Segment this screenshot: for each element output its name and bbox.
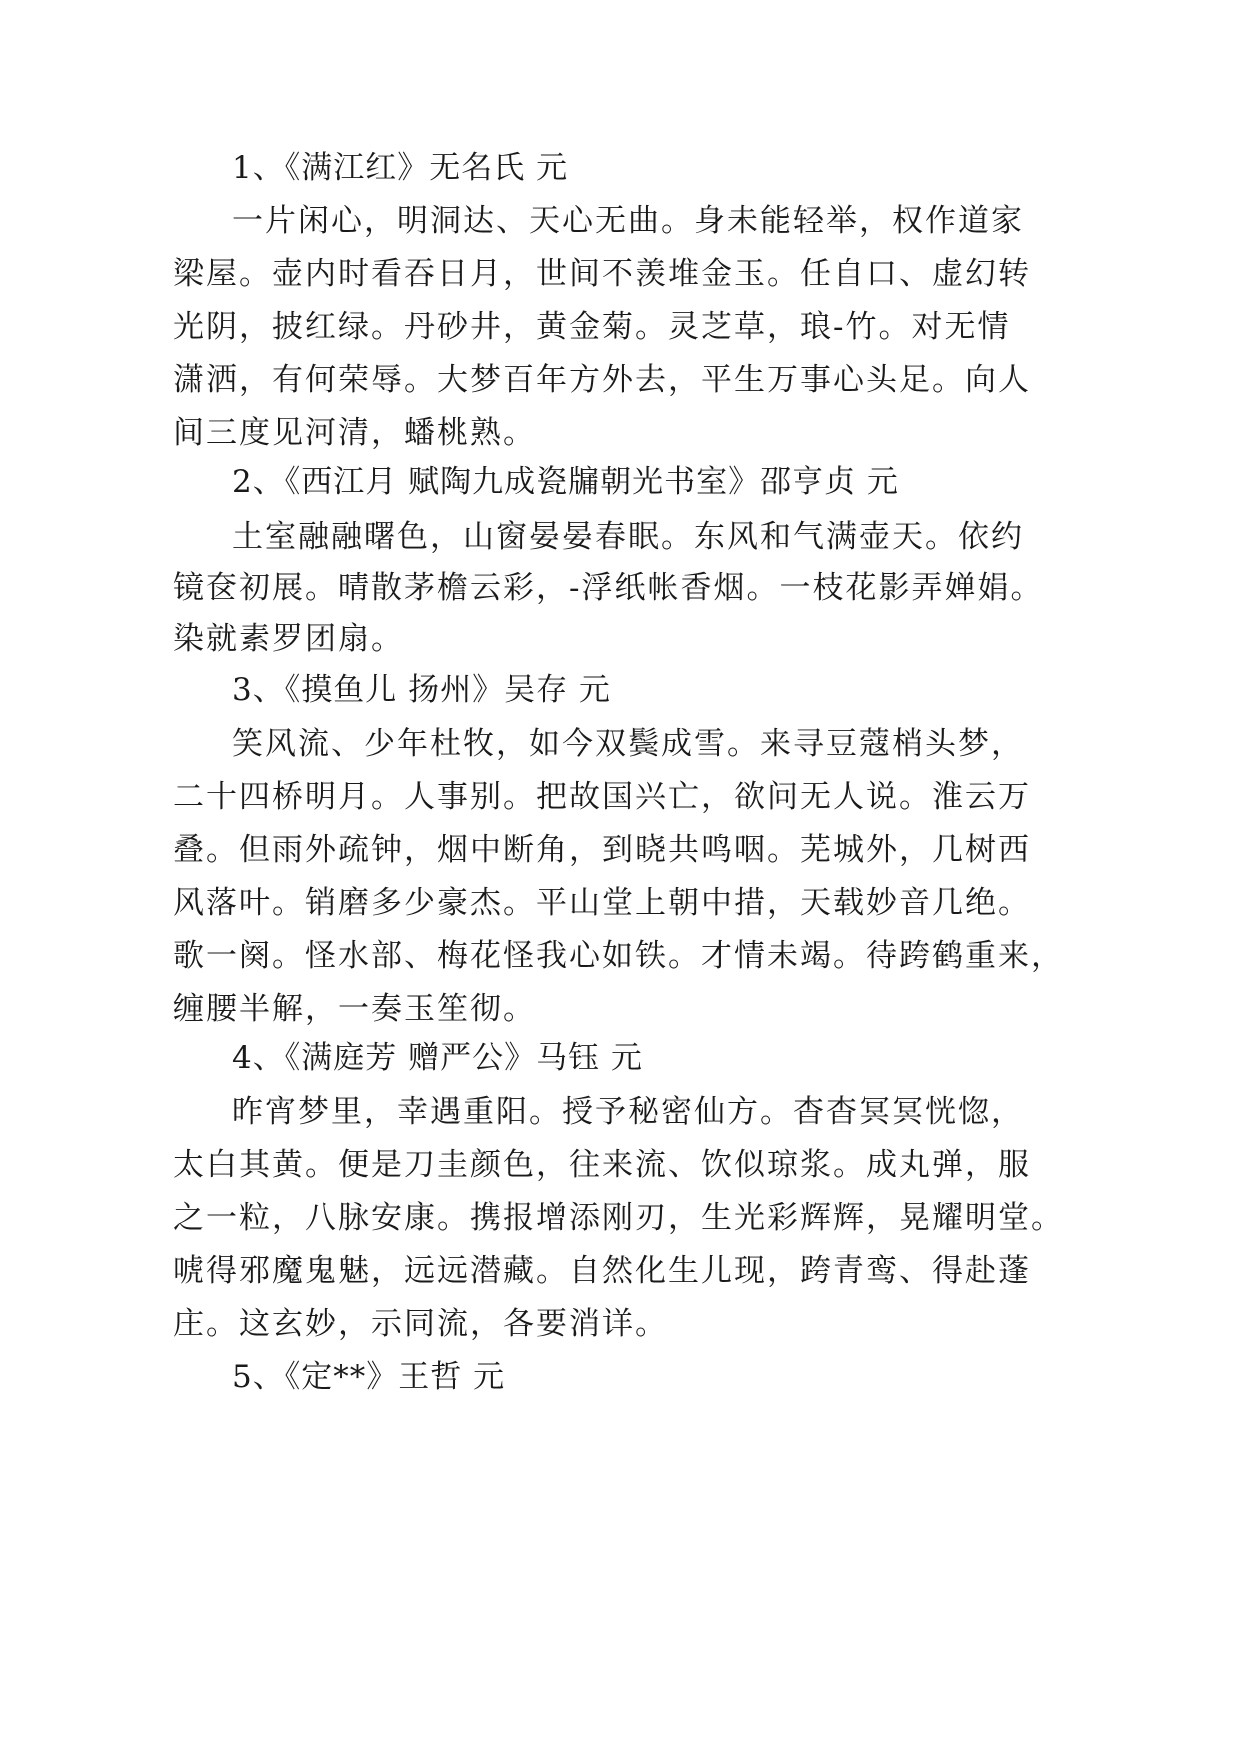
- poem-3-line-6: 缠腰半解，一奏玉笙彻。: [173, 991, 536, 1027]
- poem-2-line-1: 土室融融曙色，山窗晏晏春眠。东风和气满壶天。依约: [232, 519, 1024, 555]
- poem-3-line-4: 风落叶。销磨多少豪杰。平山堂上朝中措，天载妙音几绝。: [173, 885, 1031, 921]
- poem-1-line-2: 梁屋。壶内时看吞日月，世间不羡堆金玉。任自口、虚幻转: [173, 256, 1031, 292]
- poem-4-line-4: 唬得邪魔鬼魅，远远潜藏。自然化生儿现，跨青鸾、得赴蓬: [173, 1253, 1031, 1289]
- poem-4-line-2: 太白其黄。便是刀圭颜色，往来流、饮似琼浆。成丸弹，服: [173, 1147, 1031, 1183]
- poem-4-heading: 4、《满庭芳 赠严公》马钰 元: [232, 1040, 643, 1076]
- poem-3-line-1: 笑风流、少年杜牧，如今双鬓成雪。来寻豆蔻梢头梦，: [232, 726, 1024, 762]
- poem-5-heading: 5、《定**》王哲 元: [232, 1359, 506, 1395]
- poem-1-line-1: 一片闲心，明洞达、天心无曲。身未能轻举，权作道家: [232, 203, 1024, 239]
- poem-1-line-5: 间三度见河清，蟠桃熟。: [173, 415, 536, 451]
- poem-3-heading: 3、《摸鱼儿 扬州》吴存 元: [232, 672, 611, 708]
- poem-4-line-3: 之一粒，八脉安康。携报增添刚刃，生光彩辉辉，晃耀明堂。: [173, 1200, 1064, 1236]
- poem-1-line-4: 潇洒，有何荣辱。大梦百年方外去，平生万事心头足。向人: [173, 362, 1031, 398]
- poem-2-line-3: 染就素罗团扇。: [173, 621, 404, 657]
- poem-4-line-5: 庄。这玄妙，示同流，各要消详。: [173, 1306, 668, 1342]
- poem-3-line-3: 叠。但雨外疏钟，烟中断角，到晓共鸣咽。芜城外，几树西: [173, 832, 1031, 868]
- poem-3-line-2: 二十四桥明月。人事别。把故国兴亡，欲问无人说。淮云万: [173, 779, 1031, 815]
- poem-1-line-3: 光阴，披红绿。丹砂井，黄金菊。灵芝草，琅-竹。对无情: [173, 309, 1011, 345]
- poem-1-heading: 1、《满江红》无名氏 元: [232, 150, 569, 186]
- poem-2-line-2: 镜奁初展。晴散茅檐云彩，-浮纸帐香烟。一枝花影弄婵娟。: [173, 570, 1044, 606]
- poem-2-heading: 2、《西江月 赋陶九成瓷牖朝光书室》邵亨贞 元: [232, 464, 899, 500]
- poem-3-line-5: 歌一阕。怪水部、梅花怪我心如铁。才情未竭。待跨鹤重来，: [173, 938, 1064, 974]
- poem-4-line-1: 昨宵梦里，幸遇重阳。授予秘密仙方。杳杳冥冥恍惚，: [232, 1094, 1024, 1130]
